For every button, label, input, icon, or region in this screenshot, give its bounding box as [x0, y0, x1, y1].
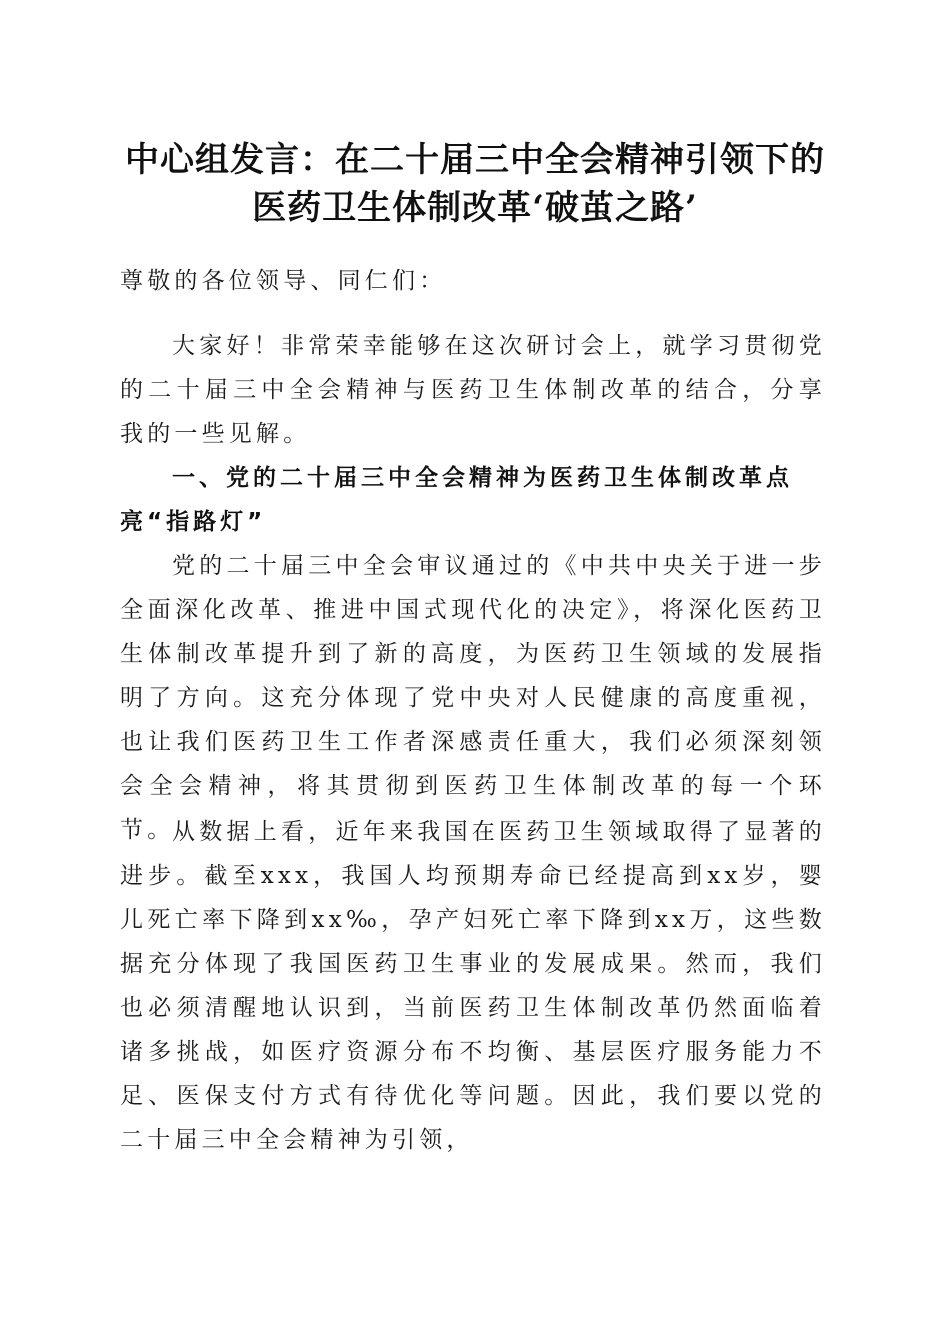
intro-paragraph: 大家好！非常荣幸能够在这次研讨会上，就学习贯彻党的二十届三中全会精神与医药卫生体制改革的结合，分享我的一些见解。: [120, 333, 826, 447]
salutation: 尊敬的各位领导、同仁们：: [120, 268, 447, 294]
body-paragraph-1: 党的二十届三中全会审议通过的《中共中央关于进一步全面深化改革、推进中国式现代化的决定》，将深化医药卫生体制改革提升到了新的高度，为医药卫生领域的发展指明了方向。这充分体现了党中央对人民健康的高度重视，也让我们医药卫生工作者深感责任重大，我们必须深刻领会全会精神，将其贯彻到医药卫生体制改革的每一个环节。: [120, 553, 826, 843]
body-paragraph-2: 从数据上看，近年来我国在医药卫生领域取得了显著的进步。截至xxx，我国人均预期寿命已经提高到xx岁，婴儿死亡率下降到xx‰，孕产妇死亡率下降到xx万，这些数据充分体现了我国医药卫生事业的发展成果。然而，我们也必须清醒地认识到，当前医药卫生体制改革仍然面临着诸多挑战，如医疗资源分布不均衡、基层医疗服务能力不足、医保支付方式有待优化等问题。因此，我们要以党的二十届三中全会精神为引领，: [120, 819, 826, 1153]
section-heading-1: 一、党的二十届三中全会精神为医药卫生体制改革点亮“指路灯”: [120, 465, 793, 535]
document-title-line-1: 中心组发言：在二十届三中全会精神引领下的: [125, 140, 825, 180]
document-title-line-2: 医药卫生体制改革‘破茧之路’: [252, 188, 698, 228]
